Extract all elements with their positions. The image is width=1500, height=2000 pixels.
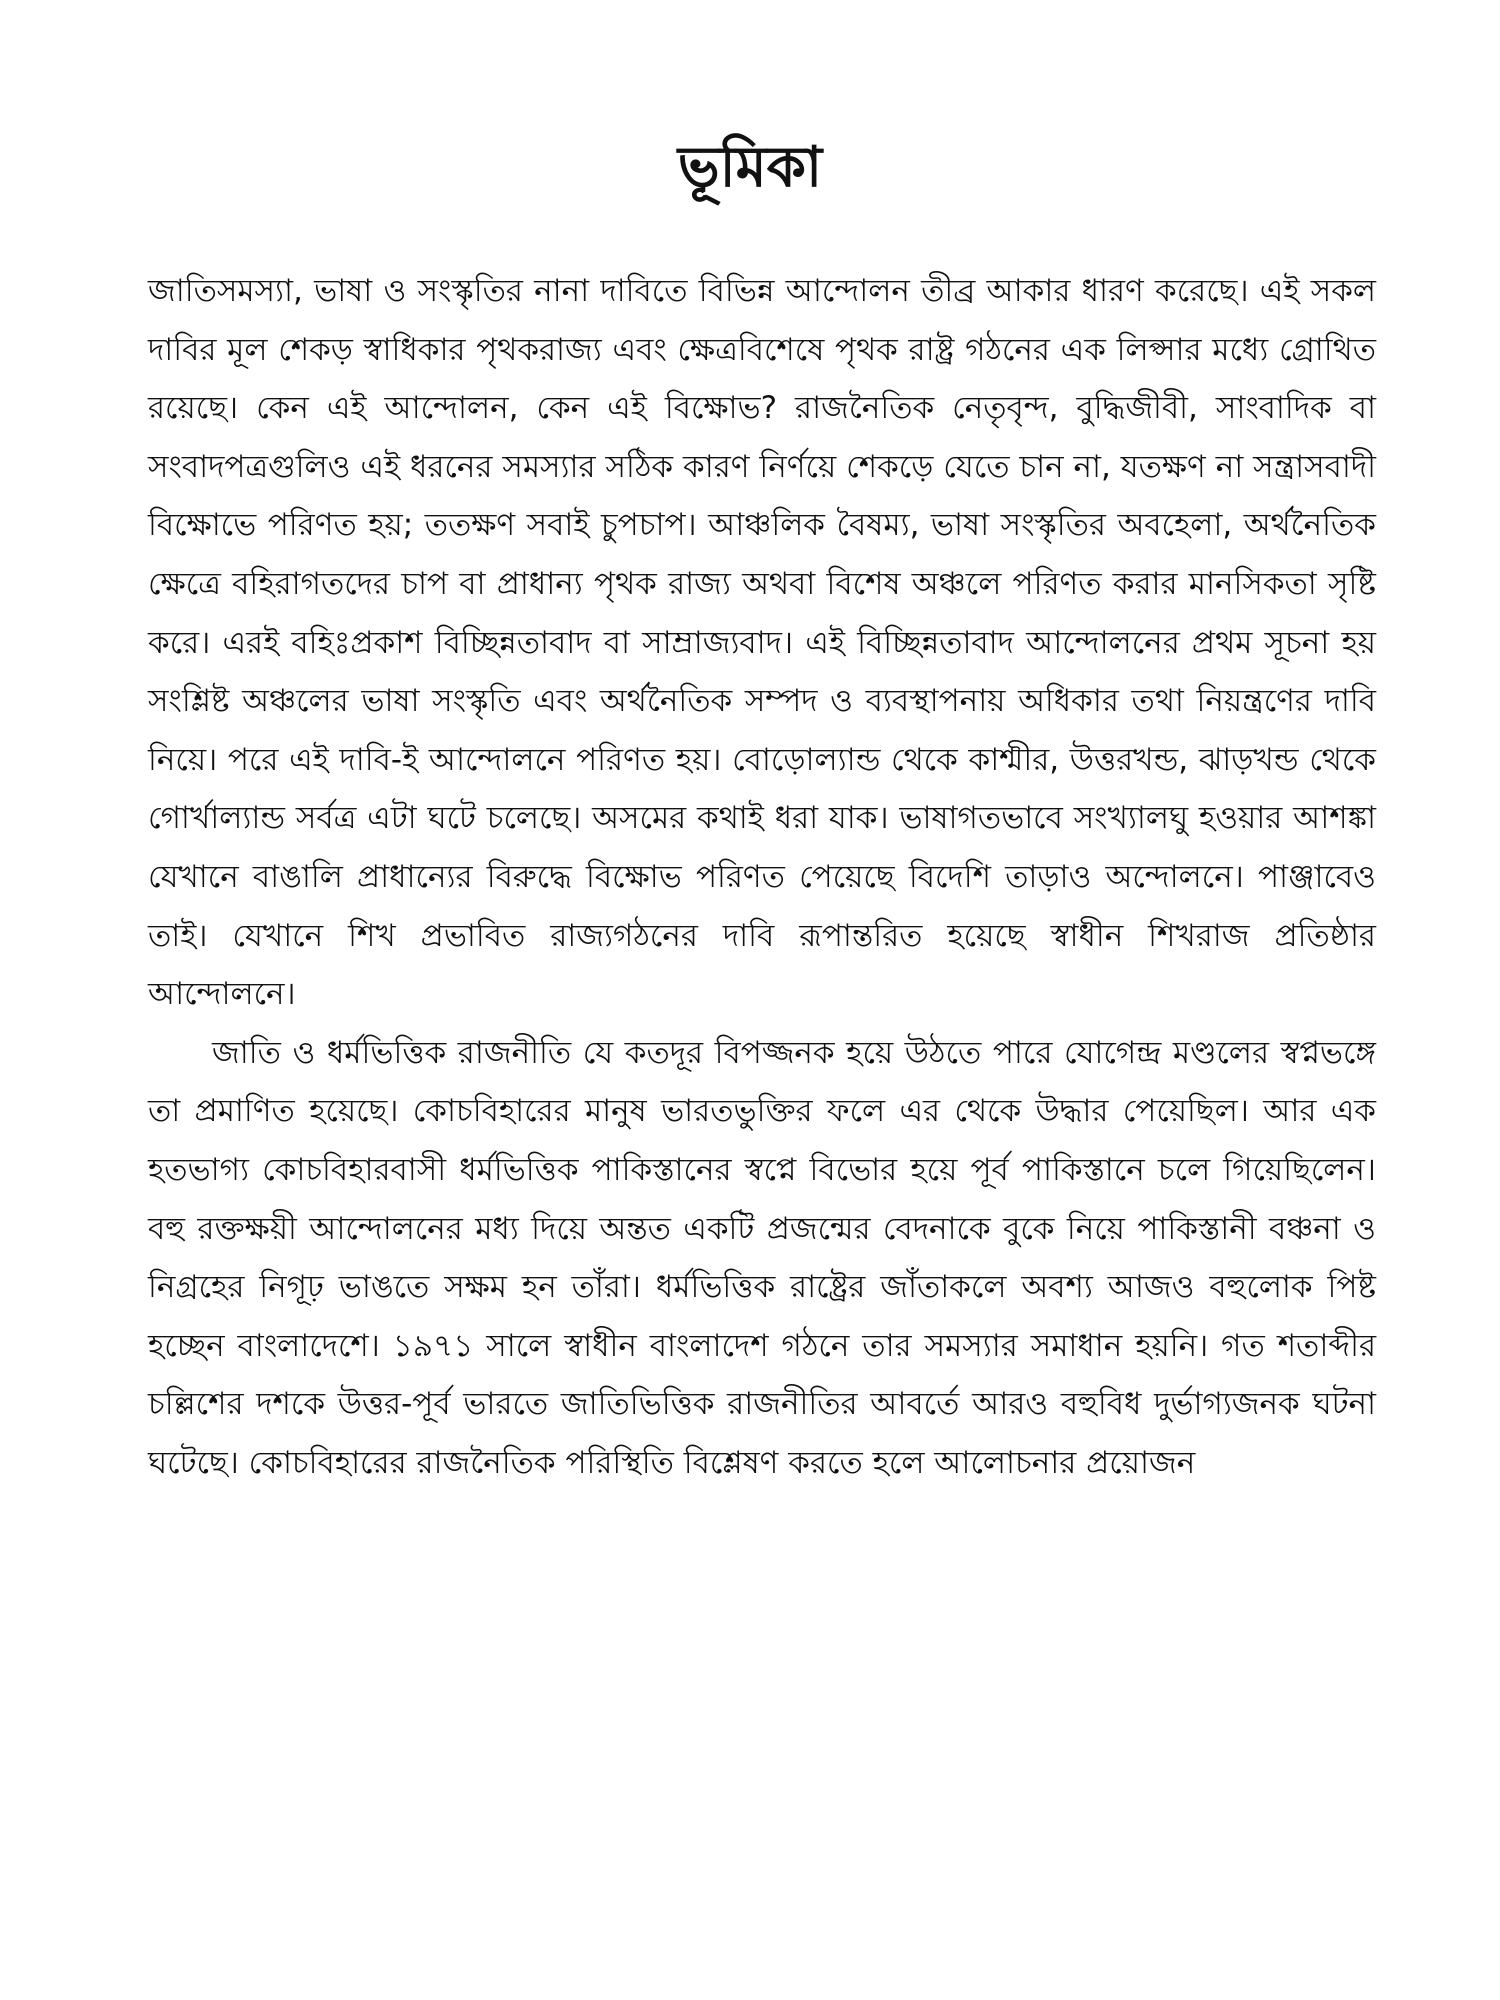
body-text (148, 262, 1376, 1492)
paragraph-1: জাতিসমস্যা, ভাষা ও সংস্কৃতির নানা দাবিতে বিভিন্ন আন্দোলন তীব্র আকার ধারণ করেছে। এই সকল দাবির মূল শেকড় স্বাধিকার পৃথকরাজ্য এবং ক্ষেত্রবিশেষে পৃথক রাষ্ট্র গঠনের এক লিপ্সার মধ্যে গ্রোথিত রয়েছে। কেন এই আন্দোলন, কেন এই বিক্ষোভ? রাজনৈতিক নেতৃবৃন্দ, বুদ্ধিজীবী, সাংবাদিক বা সংবাদপত্রগুলিও এই ধরনের সমস্যার সঠিক কারণ নির্ণয়ে শেকড়ে যেতে চান না, যতক্ষণ না সন্ত্রাসবাদী বিক্ষোভে পরিণত হয়; ততক্ষণ সবাই চুপচাপ। আঞ্চলিক বৈষম্য, ভাষা সংস্কৃতির অবহেলা, অর্থনৈতিক ক্ষেত্রে বহিরাগতদের চাপ বা প্রাধান্য পৃথক রাজ্য অথবা বিশেষ অঞ্চলে পরিণত করার মানসিকতা সৃষ্টি করে। এরই বহিঃপ্রকাশ বিচ্ছিন্নতাবাদ বা সাম্রাজ্যবাদ। এই বিচ্ছিন্নতাবাদ আন্দোলনের প্রথম সূচনা হয় সংশ্লিষ্ট অঞ্চলের ভাষা সংস্কৃতি এবং অর্থনৈতিক সম্পদ ও ব্যবস্থাপনায় অধিকার তথা নিয়ন্ত্রণের দাবি নিয়ে। পরে এই দাবি-ই আন্দোলনে পরিণত হয়। বোড়োল্যান্ড থেকে কাশ্মীর, উত্তরখন্ড, ঝাড়খন্ড থেকে গোর্খাল্যান্ড সর্বত্র এটা ঘটে চলেছে। অসমের কথাই ধরা যাক। ভাষাগতভাবে সংখ্যালঘু হওয়ার আশঙ্কা যেখানে বাঙালি প্রাধান্যের বিরুদ্ধে বিক্ষোভ পরিণত পেয়েছে বিদেশি তাড়াও অন্দোলনে। পাঞ্জাবেও তাই। যেখানে শিখ প্রভাবিত রাজ্যগঠনের দাবি রূপান্তরিত হয়েছে স্বাধীন শিখরাজ প্রতিষ্ঠার আন্দোলনে। (148, 273, 1376, 1013)
page-title: ভূমিকা (677, 135, 823, 200)
paragraph-2: জাতি ও ধর্মভিত্তিক রাজনীতি যে কতদূর বিপজ্জনক হয়ে উঠতে পারে যোগেন্দ্র মণ্ডলের স্বপ্নভঙ্গে তা প্রমাণিত হয়েছে। কোচবিহারের মানুষ ভারতভুক্তির ফলে এর থেকে উদ্ধার পেয়েছিল। আর এক হতভাগ্য কোচবিহারবাসী ধর্মভিত্তিক পাকিস্তানের স্বপ্নে বিভোর হয়ে পূর্ব পাকিস্তানে চলে গিয়েছিলেন। বহু রক্তক্ষয়ী আন্দোলনের মধ্য দিয়ে অন্তত একটি প্রজন্মের বেদনাকে বুকে নিয়ে পাকিস্তানী বঞ্চনা ও নিগ্রহের নিগূঢ় ভাঙতে সক্ষম হন তাঁরা। ধর্মভিত্তিক রাষ্ট্রের জাঁতাকলে অবশ্য আজও বহুলোক পিষ্ট হচ্ছেন বাংলাদেশে। ১৯৭১ সালে স্বাধীন বাংলাদেশ গঠনে তার সমস্যার সমাধান হয়নি। গত শতাব্দীর চল্লিশের দশকে উত্তর-পূর্ব ভারতে জাতিভিত্তিক রাজনীতির আবর্তে আরও বহুবিধ দুর্ভাগ্যজনক ঘটনা ঘটেছে। কোচবিহারের রাজনৈতিক পরিস্থিতি বিশ্লেষণ করতে হলে আলোচনার প্রয়োজন (148, 1034, 1376, 1481)
